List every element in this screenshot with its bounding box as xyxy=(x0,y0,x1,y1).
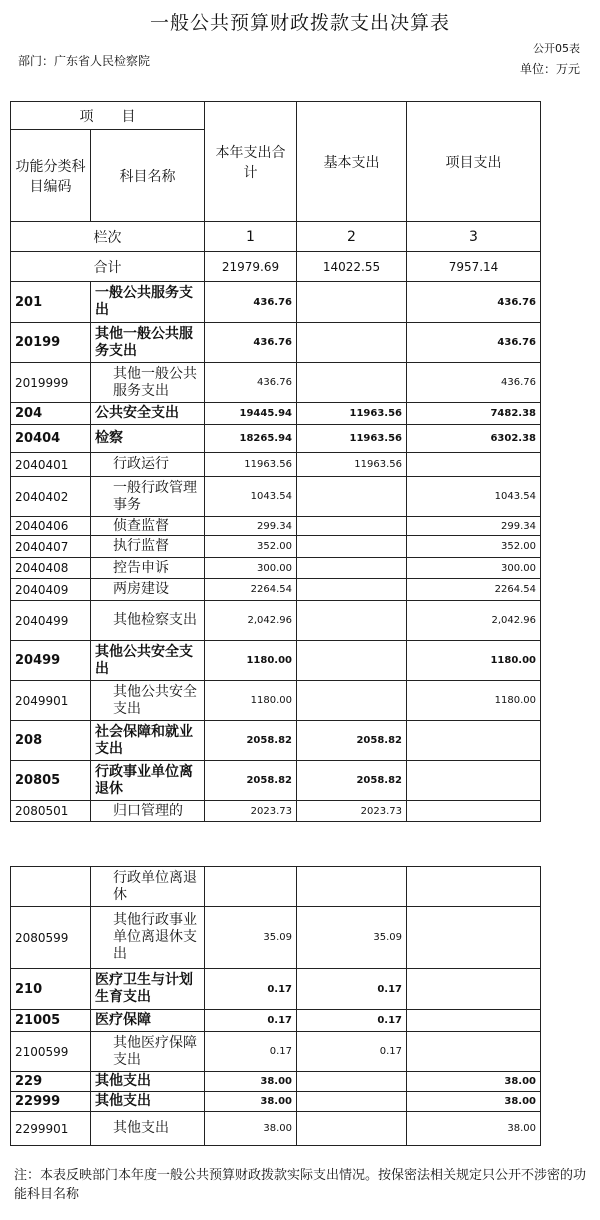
column-index-2: 2 xyxy=(297,222,407,252)
sum-total: 21979.69 xyxy=(205,252,297,282)
table-row xyxy=(11,517,541,536)
row-name: 其他检察支出 xyxy=(91,601,205,641)
row-total: 38.00 xyxy=(205,1092,297,1112)
row-name: 其他行政事业单位离退休支出 xyxy=(91,907,205,969)
row-basic xyxy=(297,477,407,517)
row-total: 299.34 xyxy=(205,517,297,536)
row-total: 18265.94 xyxy=(205,425,297,453)
table-row xyxy=(11,363,541,403)
table-row xyxy=(11,761,541,801)
table-row xyxy=(11,681,541,721)
row-name: 其他公共安全支出 xyxy=(91,641,205,681)
row-basic xyxy=(297,323,407,363)
row-code: 2040402 xyxy=(11,477,91,517)
row-code: 20404 xyxy=(11,425,91,453)
basic-header: 基本支出 xyxy=(297,102,407,222)
row-project: 352.00 xyxy=(407,536,541,558)
row-code xyxy=(11,867,91,907)
row-project: 2264.54 xyxy=(407,579,541,601)
table-row xyxy=(11,425,541,453)
row-code: 20805 xyxy=(11,761,91,801)
row-name: 行政单位离退休 xyxy=(91,867,205,907)
row-basic xyxy=(297,282,407,323)
row-basic xyxy=(297,1092,407,1112)
total-header: 本年支出合计 xyxy=(205,102,297,222)
row-project xyxy=(407,867,541,907)
sum-project: 7957.14 xyxy=(407,252,541,282)
row-name: 其他一般公共服务支出 xyxy=(91,363,205,403)
row-basic xyxy=(297,641,407,681)
row-name: 社会保障和就业支出 xyxy=(91,721,205,761)
row-code: 208 xyxy=(11,721,91,761)
row-name: 一般行政管理事务 xyxy=(91,477,205,517)
row-basic xyxy=(297,1112,407,1146)
row-basic xyxy=(297,517,407,536)
row-project: 299.34 xyxy=(407,517,541,536)
row-project: 7482.38 xyxy=(407,403,541,425)
row-code: 2040406 xyxy=(11,517,91,536)
table-row xyxy=(11,477,541,517)
row-project: 1180.00 xyxy=(407,641,541,681)
row-code: 2100599 xyxy=(11,1032,91,1072)
sum-basic: 14022.55 xyxy=(297,252,407,282)
row-name: 侦查监督 xyxy=(91,517,205,536)
row-name: 其他一般公共服务支出 xyxy=(91,323,205,363)
row-name: 其他公共安全支出 xyxy=(91,681,205,721)
table-row xyxy=(11,579,541,601)
row-basic: 2058.82 xyxy=(297,721,407,761)
expenditure-table-continued xyxy=(10,866,541,1146)
table-row xyxy=(11,641,541,681)
row-project: 6302.38 xyxy=(407,425,541,453)
row-basic: 35.09 xyxy=(297,907,407,969)
form-number: 公开05表 xyxy=(533,42,580,55)
row-total: 352.00 xyxy=(205,536,297,558)
row-basic xyxy=(297,363,407,403)
row-project: 1043.54 xyxy=(407,477,541,517)
table-row xyxy=(11,1010,541,1032)
row-basic: 0.17 xyxy=(297,969,407,1010)
row-total: 11963.56 xyxy=(205,453,297,477)
row-code: 2080501 xyxy=(11,801,91,822)
table-row xyxy=(11,536,541,558)
row-project xyxy=(407,1032,541,1072)
table-row xyxy=(11,282,541,323)
row-code: 20199 xyxy=(11,323,91,363)
row-name: 其他支出 xyxy=(91,1092,205,1112)
row-project: 436.76 xyxy=(407,282,541,323)
table-row xyxy=(11,1032,541,1072)
code-header: 功能分类科目编码 xyxy=(11,130,91,222)
row-project: 1180.00 xyxy=(407,681,541,721)
row-basic: 11963.56 xyxy=(297,403,407,425)
row-basic: 0.17 xyxy=(297,1010,407,1032)
row-code: 2040401 xyxy=(11,453,91,477)
row-total: 0.17 xyxy=(205,969,297,1010)
row-code: 2040409 xyxy=(11,579,91,601)
row-code: 2019999 xyxy=(11,363,91,403)
row-total: 1180.00 xyxy=(205,681,297,721)
name-header: 科目名称 xyxy=(91,130,205,222)
row-code: 229 xyxy=(11,1072,91,1092)
row-total: 35.09 xyxy=(205,907,297,969)
row-name: 两房建设 xyxy=(91,579,205,601)
row-project xyxy=(407,453,541,477)
row-total: 2023.73 xyxy=(205,801,297,822)
column-index-label: 栏次 xyxy=(11,222,205,252)
row-basic xyxy=(297,1072,407,1092)
row-project: 436.76 xyxy=(407,363,541,403)
table-row xyxy=(11,969,541,1010)
row-basic: 0.17 xyxy=(297,1032,407,1072)
row-project xyxy=(407,969,541,1010)
row-basic xyxy=(297,681,407,721)
row-project: 436.76 xyxy=(407,323,541,363)
row-name: 控告申诉 xyxy=(91,558,205,579)
row-project xyxy=(407,761,541,801)
footnote: 注：本表反映部门本年度一般公共预算财政拨款实际支出情况。按保密法相关规定只公开不涉密的功能科目名称 xyxy=(14,1168,587,1202)
row-name: 医疗保障 xyxy=(91,1010,205,1032)
row-basic: 2058.82 xyxy=(297,761,407,801)
row-name: 一般公共服务支出 xyxy=(91,282,205,323)
page-title: 一般公共预算财政拨款支出决算表 xyxy=(149,12,450,34)
table-row xyxy=(11,403,541,425)
row-total: 436.76 xyxy=(205,363,297,403)
row-code: 2040408 xyxy=(11,558,91,579)
row-name: 行政事业单位离退休 xyxy=(91,761,205,801)
row-basic: 2023.73 xyxy=(297,801,407,822)
row-project: 38.00 xyxy=(407,1112,541,1146)
row-total: 300.00 xyxy=(205,558,297,579)
row-project xyxy=(407,907,541,969)
table-row xyxy=(11,867,541,907)
row-code: 2040407 xyxy=(11,536,91,558)
row-total: 19445.94 xyxy=(205,403,297,425)
row-code: 210 xyxy=(11,969,91,1010)
row-total: 2058.82 xyxy=(205,761,297,801)
row-name: 医疗卫生与计划生育支出 xyxy=(91,969,205,1010)
row-project: 300.00 xyxy=(407,558,541,579)
column-index-1: 1 xyxy=(205,222,297,252)
row-project: 38.00 xyxy=(407,1072,541,1092)
row-total: 38.00 xyxy=(205,1072,297,1092)
table-row xyxy=(11,453,541,477)
table-row xyxy=(11,1072,541,1092)
row-total: 38.00 xyxy=(205,1112,297,1146)
row-code: 2049901 xyxy=(11,681,91,721)
row-project xyxy=(407,1010,541,1032)
row-total: 436.76 xyxy=(205,282,297,323)
row-total: 1180.00 xyxy=(205,641,297,681)
row-total: 2058.82 xyxy=(205,721,297,761)
row-basic xyxy=(297,536,407,558)
row-project: 2,042.96 xyxy=(407,601,541,641)
row-name: 检察 xyxy=(91,425,205,453)
row-total: 2,042.96 xyxy=(205,601,297,641)
table-row xyxy=(11,1092,541,1112)
row-basic: 11963.56 xyxy=(297,425,407,453)
row-project: 38.00 xyxy=(407,1092,541,1112)
row-code: 22999 xyxy=(11,1092,91,1112)
row-code: 2299901 xyxy=(11,1112,91,1146)
table-row xyxy=(11,907,541,969)
row-total: 2264.54 xyxy=(205,579,297,601)
department-label: 部门：广东省人民检察院 xyxy=(18,54,151,68)
row-basic xyxy=(297,558,407,579)
row-total: 436.76 xyxy=(205,323,297,363)
table-row xyxy=(11,323,541,363)
row-code: 20499 xyxy=(11,641,91,681)
expenditure-table xyxy=(10,101,541,822)
row-name: 行政运行 xyxy=(91,453,205,477)
row-code: 2040499 xyxy=(11,601,91,641)
row-name: 其他医疗保障支出 xyxy=(91,1032,205,1072)
unit-label: 单位：万元 xyxy=(519,62,580,76)
row-basic xyxy=(297,579,407,601)
table-row xyxy=(11,721,541,761)
item-header: 项 目 xyxy=(11,102,205,130)
row-name: 其他支出 xyxy=(91,1112,205,1146)
project-header: 项目支出 xyxy=(407,102,541,222)
row-total xyxy=(205,867,297,907)
row-total: 0.17 xyxy=(205,1032,297,1072)
row-project xyxy=(407,721,541,761)
row-total: 1043.54 xyxy=(205,477,297,517)
row-code: 201 xyxy=(11,282,91,323)
table-row xyxy=(11,1112,541,1146)
row-name: 归口管理的 xyxy=(91,801,205,822)
row-name: 其他支出 xyxy=(91,1072,205,1092)
row-basic xyxy=(297,867,407,907)
row-total: 0.17 xyxy=(205,1010,297,1032)
table-row xyxy=(11,801,541,822)
row-code: 21005 xyxy=(11,1010,91,1032)
row-name: 公共安全支出 xyxy=(91,403,205,425)
row-project xyxy=(407,801,541,822)
sum-label: 合计 xyxy=(11,252,205,282)
table-row xyxy=(11,558,541,579)
column-index-3: 3 xyxy=(407,222,541,252)
row-basic: 11963.56 xyxy=(297,453,407,477)
row-basic xyxy=(297,601,407,641)
row-name: 执行监督 xyxy=(91,536,205,558)
row-code: 204 xyxy=(11,403,91,425)
row-code: 2080599 xyxy=(11,907,91,969)
table-row xyxy=(11,601,541,641)
